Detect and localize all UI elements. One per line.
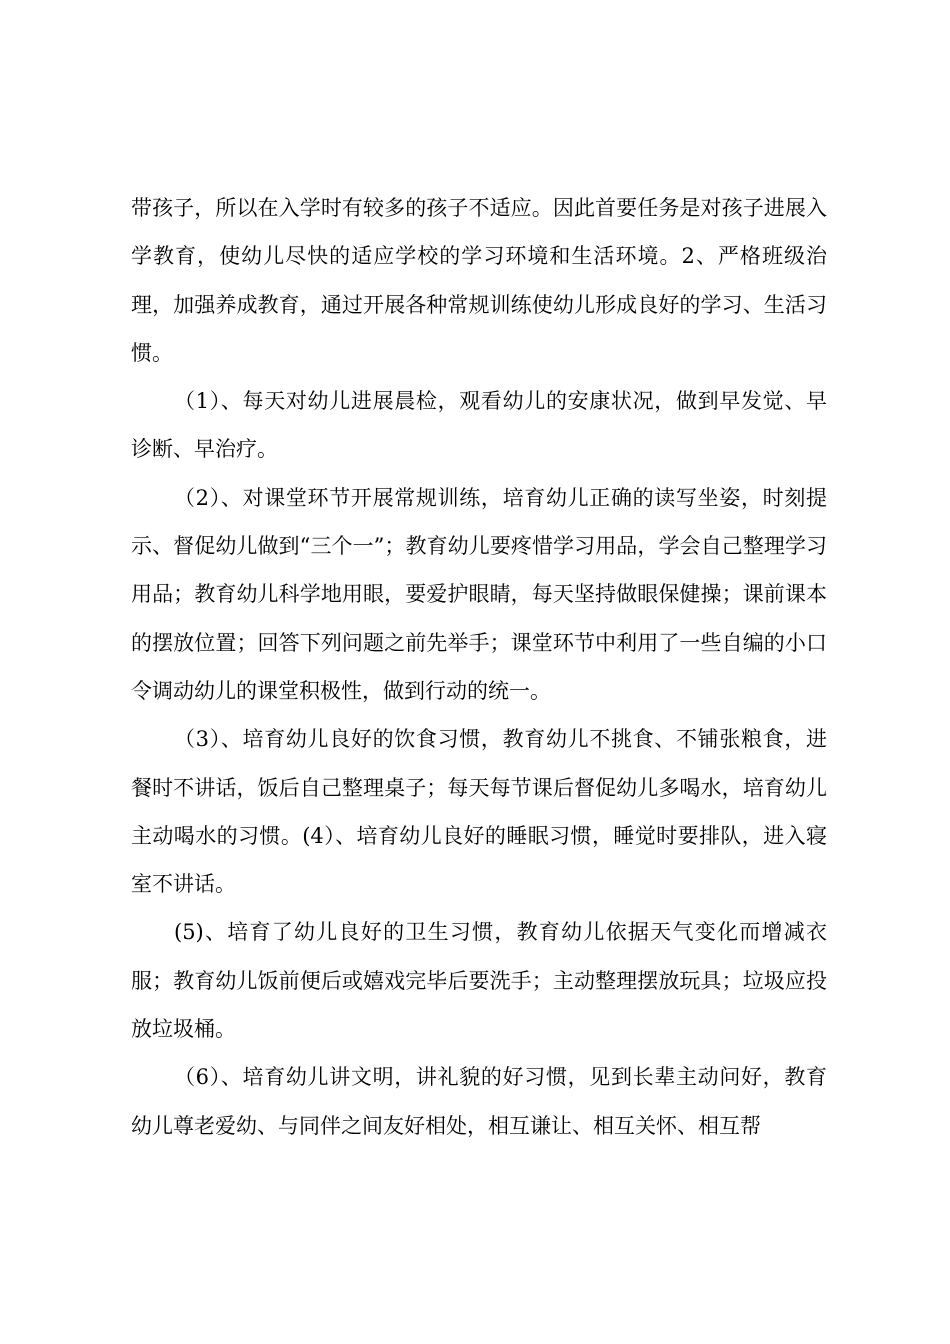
paragraph-item-3: （3）、培育幼儿良好的饮食习惯，教育幼儿不挑食、不铺张粮食，进餐时不讲话，饭后自己整理桌子；每天每节课后督促幼儿多喝水，培育幼儿主动喝水的习惯。(4）、培育幼儿良好的睡眠习惯，睡觉时要排队，进入寝室不讲话。 [131,727,827,897]
paragraph-continuation: 带孩子，所以在入学时有较多的孩子不适应。因此首要任务是对孩子进展入学教育，使幼儿尽快的适应学校的学习环境和生活环境。2、严格班级治理，加强养成教育，通过开展各种常规训练使幼儿形成良好的学习、生活习惯。 [131,196,827,365]
paragraph-item-5: (5)、培育了幼儿良好的卫生习惯，教育幼儿依据天气变化而增减衣服；教育幼儿饭前便后或嬉戏完毕后要洗手；主动整理摆放玩具；垃圾应投放垃圾桶。 [131,920,827,1042]
document-body [131,184,827,1150]
paragraph-item-6: （6）、培育幼儿讲文明，讲礼貌的好习惯，见到长辈主动问好，教育幼儿尊老爱幼、与同伴之间友好相处，相互谦让、相互关怀、相互帮 [131,1065,827,1138]
paragraph-item-1: （1）、每天对幼儿进展晨检，观看幼儿的安康状况，做到早发觉、早诊断、早治疗。 [131,389,827,462]
paragraph-item-2: （2）、对课堂环节开展常规训练，培育幼儿正确的读写坐姿，时刻提示、督促幼儿做到“三个一”；教育幼儿要疼惜学习用品，学会自己整理学习用品；教育幼儿科学地用眼，要爱护眼睛，每天坚持做眼保健操；课前课本的摆放位置；回答下列问题之前先举手；课堂环节中利用了一些自编的小口令调动幼儿的课堂积极性，做到行动的统一。 [131,485,827,703]
